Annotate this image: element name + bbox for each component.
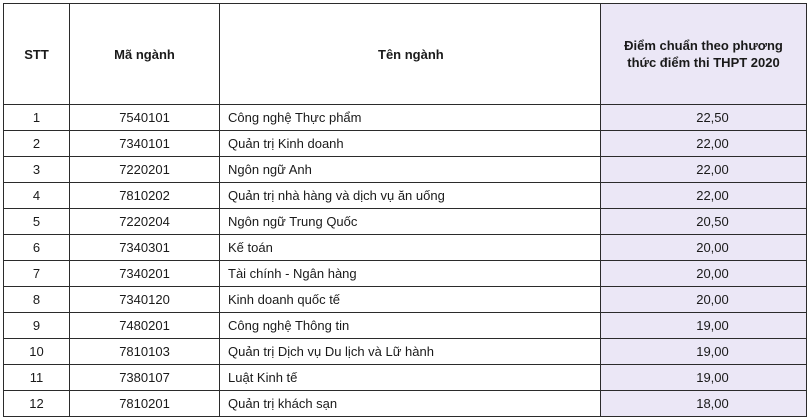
cell-stt: 8 bbox=[4, 287, 70, 313]
header-code: Mã ngành bbox=[70, 4, 220, 105]
cell-stt: 10 bbox=[4, 339, 70, 365]
table-row bbox=[4, 261, 807, 287]
cell-name: Luật Kinh tế bbox=[220, 365, 601, 391]
cell-code: 7810103 bbox=[70, 339, 220, 365]
cell-stt: 6 bbox=[4, 235, 70, 261]
cell-code: 7340301 bbox=[70, 235, 220, 261]
table-row bbox=[4, 339, 807, 365]
cell-name: Tài chính - Ngân hàng bbox=[220, 261, 601, 287]
cell-stt: 2 bbox=[4, 131, 70, 157]
table-row bbox=[4, 235, 807, 261]
cell-score: 19,00 bbox=[601, 365, 807, 391]
header-score: Điểm chuẩn theo phương thức điểm thi THPT 2020 bbox=[601, 4, 807, 105]
cell-stt: 5 bbox=[4, 209, 70, 235]
table-row bbox=[4, 365, 807, 391]
cell-name: Ngôn ngữ Trung Quốc bbox=[220, 209, 601, 235]
cell-name: Quản trị Kinh doanh bbox=[220, 131, 601, 157]
table-body bbox=[4, 105, 807, 417]
cell-code: 7540101 bbox=[70, 105, 220, 131]
cell-name: Kế toán bbox=[220, 235, 601, 261]
table-row bbox=[4, 391, 807, 417]
cell-code: 7810201 bbox=[70, 391, 220, 417]
table-row bbox=[4, 105, 807, 131]
cell-score: 20,00 bbox=[601, 235, 807, 261]
cell-stt: 4 bbox=[4, 183, 70, 209]
cell-code: 7340101 bbox=[70, 131, 220, 157]
header-name: Tên ngành bbox=[220, 4, 601, 105]
table-row bbox=[4, 209, 807, 235]
table-header bbox=[4, 4, 807, 105]
cell-score: 20,00 bbox=[601, 287, 807, 313]
cell-stt: 7 bbox=[4, 261, 70, 287]
table-row bbox=[4, 157, 807, 183]
cell-score: 20,50 bbox=[601, 209, 807, 235]
cell-code: 7220204 bbox=[70, 209, 220, 235]
cell-score: 22,50 bbox=[601, 105, 807, 131]
header-stt: STT bbox=[4, 4, 70, 105]
cell-code: 7220201 bbox=[70, 157, 220, 183]
cell-score: 22,00 bbox=[601, 157, 807, 183]
cell-name: Quản trị Dịch vụ Du lịch và Lữ hành bbox=[220, 339, 601, 365]
cell-score: 22,00 bbox=[601, 131, 807, 157]
cell-name: Kinh doanh quốc tế bbox=[220, 287, 601, 313]
cell-name: Quản trị khách sạn bbox=[220, 391, 601, 417]
cell-score: 22,00 bbox=[601, 183, 807, 209]
cell-score: 19,00 bbox=[601, 313, 807, 339]
cell-name: Quản trị nhà hàng và dịch vụ ăn uống bbox=[220, 183, 601, 209]
cell-code: 7810202 bbox=[70, 183, 220, 209]
cell-name: Công nghệ Thông tin bbox=[220, 313, 601, 339]
cell-name: Công nghệ Thực phẩm bbox=[220, 105, 601, 131]
cell-code: 7380107 bbox=[70, 365, 220, 391]
table-row bbox=[4, 131, 807, 157]
table-row bbox=[4, 183, 807, 209]
cell-code: 7340201 bbox=[70, 261, 220, 287]
cell-score: 20,00 bbox=[601, 261, 807, 287]
cell-code: 7480201 bbox=[70, 313, 220, 339]
header-row bbox=[4, 4, 807, 105]
table-row bbox=[4, 313, 807, 339]
admission-score-table bbox=[3, 3, 807, 417]
table-row bbox=[4, 287, 807, 313]
cell-stt: 12 bbox=[4, 391, 70, 417]
cell-stt: 9 bbox=[4, 313, 70, 339]
cell-stt: 11 bbox=[4, 365, 70, 391]
cell-score: 18,00 bbox=[601, 391, 807, 417]
cell-score: 19,00 bbox=[601, 339, 807, 365]
cell-stt: 1 bbox=[4, 105, 70, 131]
cell-name: Ngôn ngữ Anh bbox=[220, 157, 601, 183]
cell-code: 7340120 bbox=[70, 287, 220, 313]
cell-stt: 3 bbox=[4, 157, 70, 183]
